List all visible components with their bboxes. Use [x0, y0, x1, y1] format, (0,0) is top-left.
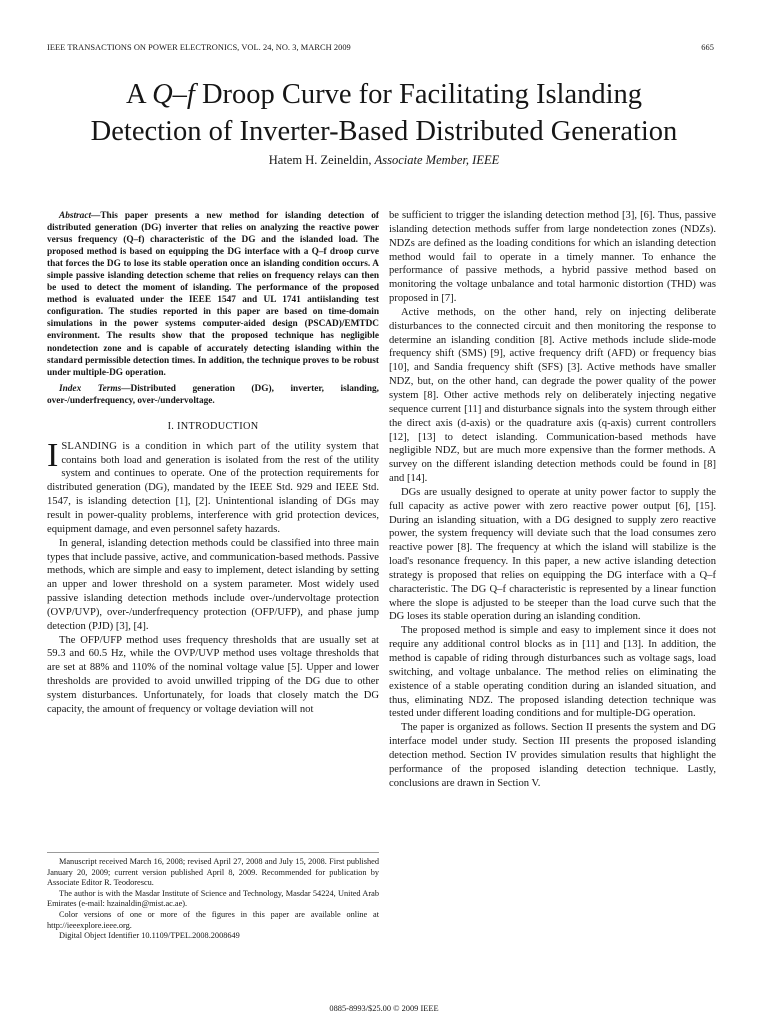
footnote-color-versions: Color versions of one or more of the figures in this paper are available online at http://ieeexplore.ieee.org.: [47, 909, 379, 930]
footnote-affiliation: The author is with the Masdar Institute of Science and Technology, Masdar 54224, United Arab Emirates (e-mail: hzainaldin@mist.ac.ae).: [47, 888, 379, 909]
right-paragraph-2: Active methods, on the other hand, rely on injecting deliberate disturbances to the connected circuit and then monitoring the response to determine an islanding condition [8]. Active methods include slide-mode frequency shift (SMS) [9], active frequency drift (AFD) or frequency bias [10], and Sandia frequency shift (SFS) [3]. Active methods have smaller NDZ, but, on the other hand, can degrade the power quality of the power system [8]. Other active methods rely on deliberately injecting negative sequence current [11] and disturbance signals into the system through either the direct axis (d-axis) or the quadrature axis (q-axis) current controllers [12], [13] to detect islanding. Communication-based methods have negligible NDZ, but are much more expensive than the former methods. A survey on the different islanding detection methods could be found in [8] and [14].: [389, 306, 716, 485]
journal-name: IEEE TRANSACTIONS ON POWER ELECTRONICS, VOL. 24, NO. 3, MARCH 2009: [47, 43, 351, 52]
abstract-text: —This paper presents a new method for islanding detection of distributed generation (DG) inverter that relies on analyzing the reactive power versus frequency (Q–f) characteristic of the DG and the islanded load. The proposed method is based on equipping the DG interface with a Q–f droop curve that forces the DG to lose its stable operation once an islanding condition occurs. A simple passive islanding detection scheme that relies on frequency relays can then be used to detect the moment of islanding. The performance of the proposed method is evaluated under the IEEE 1547 and UL 1741 antiislanding test configuration. The studies reported in this paper are based on time-domain simulations in the power systems computer-aided design (PSCAD)/EMTDC environment. The results show that the proposed technique has negligible nondetection zone and is capable of accurately detecting islanding within the standard permissible detection times. In addition, the technique proves to be robust under multiple-DG operation.: [47, 211, 379, 378]
page-number: 665: [701, 43, 714, 52]
intro-paragraph-2: In general, islanding detection methods could be classified into three main types that include passive, active, and communication-based methods. Passive methods, which are simple and easy to implement, detect islanding by setting an upper and lower threshold on a system parameter. Most widely used passive islanding detection methods include over-/undervoltage protection (OVP/UVP), over-/underfrequency protection (OFP/UFP), and phase jump detection (PJD) [3], [4].: [47, 537, 379, 632]
abstract-lead: Abstract: [59, 211, 92, 221]
copyright-line: 0885-8993/$25.00 © 2009 IEEE: [329, 1004, 439, 1013]
footnotes: [47, 852, 379, 942]
title-line-2: Detection of Inverter-Based Distributed Generation: [90, 116, 678, 147]
right-paragraph-1: be sufficient to trigger the islanding detection method [3], [6]. Thus, passive islanding detection methods suffer from large nondetection zones (NDZs). NDZs are defined as the loading conditions for which an islanding detection method would fail to operate in a timely manner. To enhance the performance of passive methods, a hybrid passive method based on monitoring the voltage unbalance and total harmonic distortion (THD) was proposed in [7].: [389, 210, 716, 305]
paper-title: [30, 76, 738, 150]
author-role: Associate Member, IEEE: [374, 153, 500, 167]
index-terms: [47, 383, 379, 407]
footnote-manuscript: Manuscript received March 16, 2008; revised April 27, 2008 and July 15, 2008. First published January 20, 2009; current version published April 8, 2009. Recommended for publication by Associate Editor R. Teodorescu.: [47, 857, 379, 888]
right-paragraph-3: DGs are usually designed to operate at unity power factor to supply the full capacity as active power with zero reactive power output [6], [15]. During an islanding situation, with a DG designed to supply zero reactive power, the system frequency will deviate such that the load consumes zero reactive power [8]. The frequency at which the island will stabilize is the load's resonance frequency. In this paper, a new active islanding detection strategy is proposed that relies on equipping the DG interface with a Q–f characteristic. The DG Q–f characteristic is represented by a linear function where the slope is adjusted to be steeper than the load curve such that the DG loses its stable operation during an islanding condition.: [389, 486, 716, 623]
dropcap-letter: I: [47, 436, 59, 474]
right-column: [389, 209, 716, 790]
right-paragraph-4: The proposed method is simple and easy to implement since it does not require any additional control blocks as in [11] and [13]. In addition, the method is capable of riding through disturbances such as voltage sags, load switching, and voltage unbalance. The method relies on eliminating the existence of a stable operating condition during an islanded situation, and thus, eliminating NDZ. The proposed islanding detection technique was tested under different loading conditions and for multiple-DG operation.: [389, 625, 716, 720]
title-line-1: A Q–f Droop Curve for Facilitating Islanding: [125, 79, 643, 110]
abstract: [47, 210, 379, 379]
left-column: [47, 210, 379, 717]
intro-paragraph-1: ISLANDING is a condition in which part of the utility system that contains both load and generation is isolated from the rest of the utility system and continues to operate. One of the protection requirements for distributed generation (DG), mandated by the IEEE Std. 929 and IEEE Std. 1547, is islanding detection [1], [2]. Unintentional islanding of DGs may result in power-quality problems, interference with grid protection devices, equipment damage, and even personnel safety hazards.: [47, 436, 379, 535]
author-name: Hatem H. Zeineldin,: [268, 153, 372, 167]
introduction-body: [47, 436, 379, 717]
section-heading-introduction: I. INTRODUCTION: [167, 420, 259, 432]
footnote-doi: Digital Object Identifier 10.1109/TPEL.2008.2008649: [59, 931, 240, 941]
intro-paragraph-3: The OFP/UFP method uses frequency thresholds that are usually set at 59.3 and 60.5 Hz, while the OVP/UVP method uses voltage thresholds that are set at 88% and 110% of the nominal voltage value [5]. Upper and lower thresholds are provided to avoid unwilled tripping of the DG due to other system disturbances. Unfortunately, for loads that closely match the DG capacity, the amount of frequency or voltage deviation will not: [47, 634, 379, 715]
index-terms-lead: Index Terms: [59, 383, 122, 394]
index-terms-text: —Distributed generation (DG), inverter, islanding, over-/underfrequency, over-/undervoltage.: [47, 383, 379, 406]
running-header: [47, 43, 714, 52]
author-line: [0, 153, 768, 168]
right-paragraph-5: The paper is organized as follows. Section II presents the system and DG interface model under study. Section III presents the proposed islanding detection method. Section IV provides simulation results that highlight the performance of the proposed islanding detection technique. Lastly, conclusions are drawn in Section V.: [389, 722, 716, 789]
title-math: Q–f: [152, 79, 195, 110]
